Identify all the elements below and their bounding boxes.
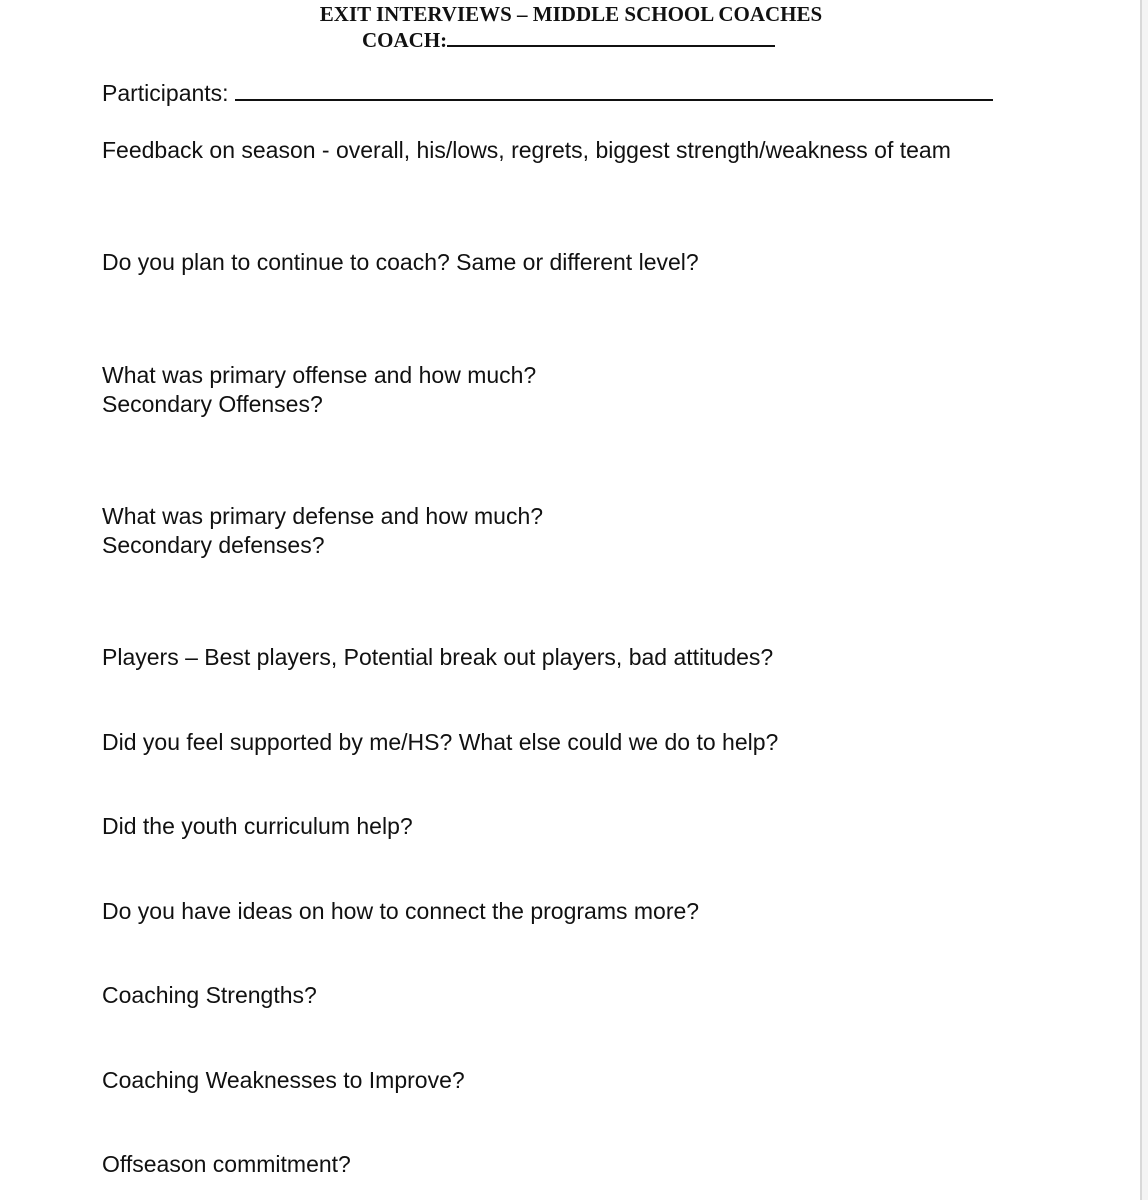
page-edge-shadow: [1142, 0, 1148, 1200]
question-support: Did you feel supported by me/HS? What else could we do to help?: [102, 729, 779, 755]
coach-blank-line: [447, 29, 775, 47]
participants-label: Participants:: [102, 80, 229, 106]
question-secondary-offenses: Secondary Offenses?: [102, 391, 323, 417]
document-title: EXIT INTERVIEWS – MIDDLE SCHOOL COACHES: [319, 2, 823, 26]
question-connect-programs: Do you have ideas on how to connect the programs more?: [102, 898, 700, 924]
question-primary-defense: What was primary defense and how much?: [102, 503, 544, 529]
question-coaching-strengths: Coaching Strengths?: [102, 982, 317, 1008]
participants-blank-line: [235, 81, 993, 101]
page-edge-line: [1140, 0, 1142, 1200]
question-youth-curriculum: Did the youth curriculum help?: [102, 813, 413, 839]
coach-field: [362, 28, 775, 52]
question-coaching-weaknesses: Coaching Weaknesses to Improve?: [102, 1067, 465, 1093]
question-continue-coaching: Do you plan to continue to coach? Same or different level?: [102, 249, 699, 275]
question-primary-offense: What was primary offense and how much?: [102, 362, 537, 388]
question-season-feedback: Feedback on season - overall, his/lows, regrets, biggest strength/weakness of team: [102, 137, 951, 163]
question-offseason-commitment: Offseason commitment?: [102, 1151, 351, 1177]
participants-field: [102, 79, 993, 108]
coach-label: COACH:: [362, 28, 448, 52]
question-secondary-defenses: Secondary defenses?: [102, 532, 325, 558]
question-players: Players – Best players, Potential break out players, bad attitudes?: [102, 644, 774, 670]
